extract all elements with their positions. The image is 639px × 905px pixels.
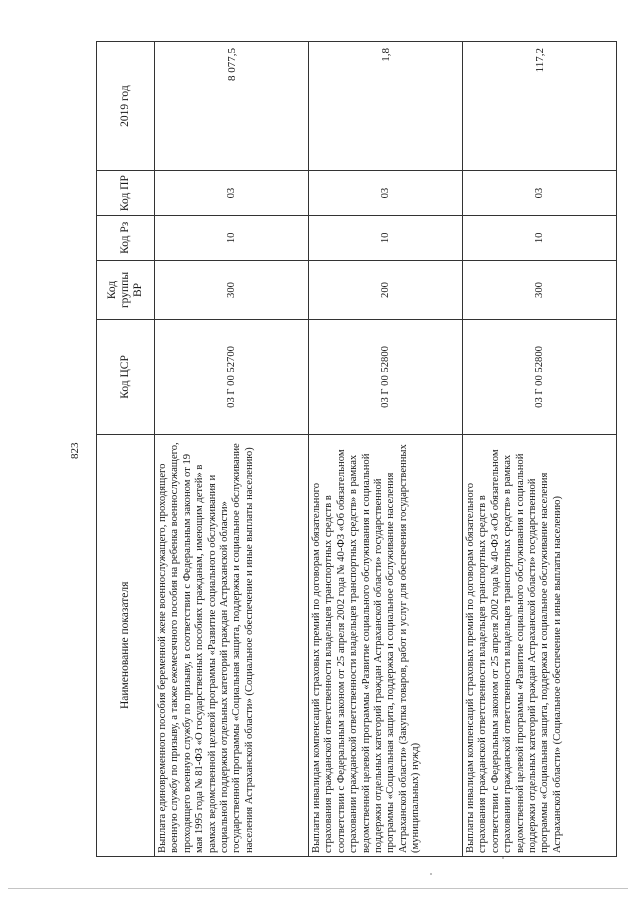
rotated-table-container [96,41,616,857]
header-vr: Код группы ВР [97,260,155,320]
header-rz: Код Рз [97,215,155,260]
scan-speck [502,857,504,859]
table-row [309,42,463,857]
table-row [155,42,309,857]
row-vr: 200 [309,260,463,320]
row-vr: 300 [463,260,617,320]
row-rz: 10 [155,215,309,260]
row-name: Выплаты инвалидам компенсаций страховых премий по договорам обязательного страхования гражданской ответственности владельцев транспортных средств в соответствии с Федеральным законом от 25 апреля 2002 года № 40-ФЗ «Об обязательном страховании гражданской ответственности владельцев транспортных средств» в рамках ведомственной целевой программы «Развитие социального обслуживания и социальной поддержки отдельных категорий граждан Астраханской области» государственной программы «Социальная защита, поддержка и социальное обслуживание населения Астраханской области» (Закупка товаров, работ и услуг для обеспечения государственных (муниципальных) нужд) [309,434,463,856]
row-pr: 03 [155,171,309,216]
budget-table [96,41,617,857]
row-pr: 03 [309,171,463,216]
row-vr: 300 [155,260,309,320]
row-name: Выплаты инвалидам компенсаций страховых премий по договорам обязательного страхования гражданской ответственности владельцев транспортных средств в соответствии с Федеральным законом от 25 апреля 2002 года № 40-ФЗ «Об обязательном страховании гражданской ответственности владельцев транспортных средств» в рамках ведомственной целевой программы «Развитие социального обслуживания и социальной поддержки отдельных категорий граждан Астраханской области» государственной программы «Социальная защита, поддержка и социальное обслуживание населения Астраханской области» (Социальное обеспечение и иные выплаты населению) [463,434,617,856]
row-csr: 03 Г 00 52800 [463,320,617,434]
row-csr: 03 Г 00 52800 [309,320,463,434]
page-number: 823 [69,442,81,459]
row-year: 8 077,5 [155,42,309,171]
row-year: 1,8 [309,42,463,171]
header-pr: Код ПР [97,171,155,216]
row-year: 117,2 [463,42,617,171]
row-rz: 10 [309,215,463,260]
row-pr: 03 [463,171,617,216]
header-name: Наименование показателя [97,434,155,856]
header-csr: Код ЦСР [97,320,155,434]
row-csr: 03 Г 00 52700 [155,320,309,434]
header-row [97,42,155,857]
row-name: Выплата единовременного пособия беременной жене военнослужащего, проходящего военную службу по призыву, а также ежемесячного пособия на ребенка военнослужащего, проходящего военную службу по призыву, в соответствии с Федеральным законом от 19 мая 1995 года № 81-ФЗ «О государственных пособиях гражданам, имеющим детей» в рамках ведомственной целевой программы «Развитие социального обслуживания и социальной поддержки отдельных категорий граждан Астраханской области» государственной программы «Социальная защита, поддержка и социальное обслуживание населения Астраханской области» (Социальное обеспечение и иные выплаты населению) [155,434,309,856]
header-year: 2019 год [97,42,155,171]
table-row [463,42,617,857]
row-rz: 10 [463,215,617,260]
scan-edge-line [8,888,628,889]
scan-speck [430,873,432,875]
